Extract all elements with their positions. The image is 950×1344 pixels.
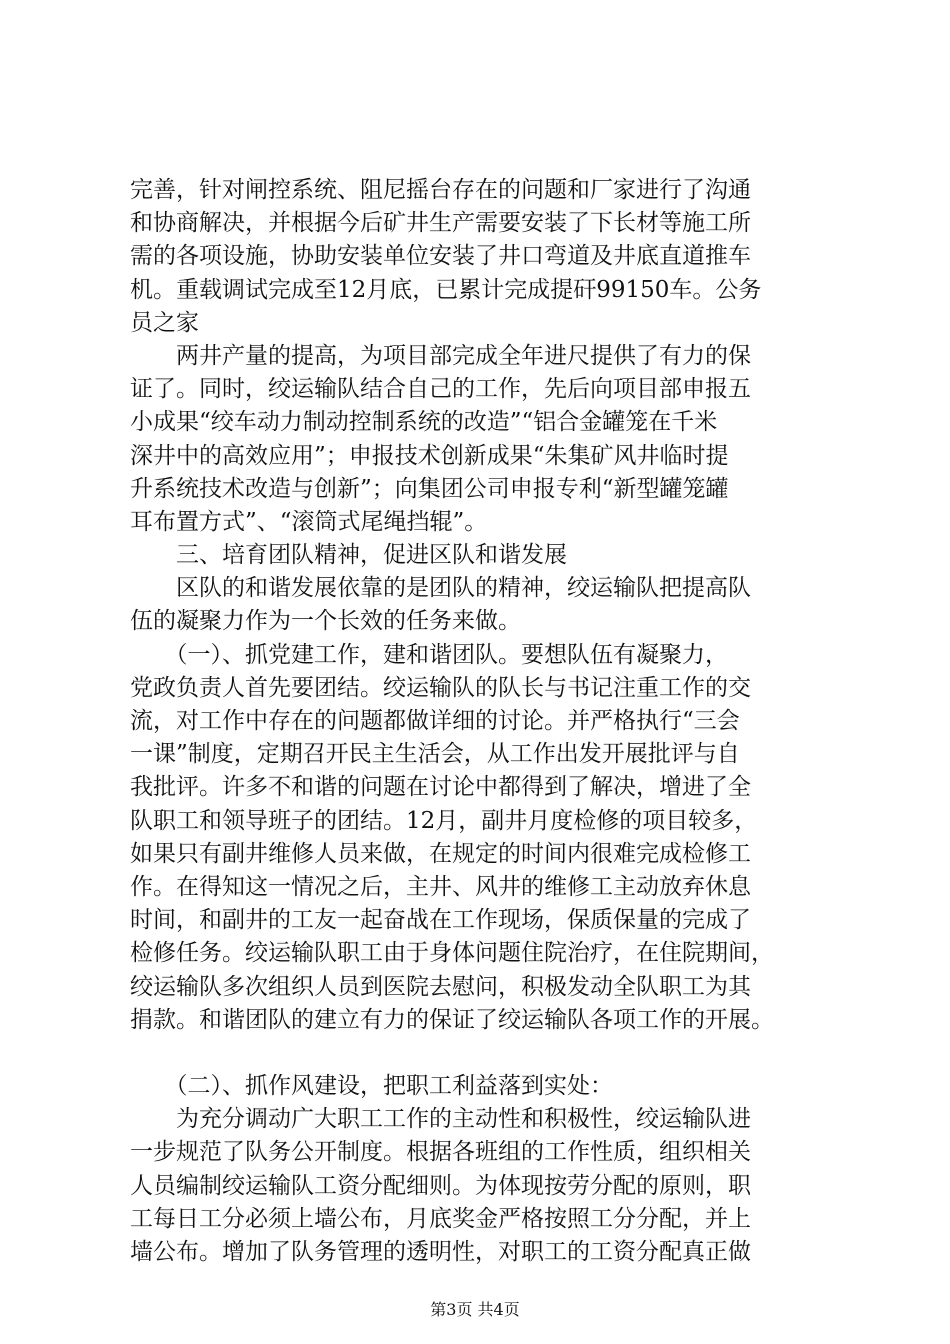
text-line: 一课”制度，定期召开民主生活会，从工作出发开展批评与自: [130, 741, 740, 768]
text-line: 墙公布。增加了队务管理的透明性，对职工的工资分配真正做: [130, 1239, 751, 1265]
text-line: 人员编制绞运输队工资分配细则。为体现按劳分配的原则，职: [130, 1172, 751, 1199]
text-line: 深井中的高效应用”；申报技术创新成果“朱集矿风井临时提: [130, 442, 729, 469]
text-line: 耳布置方式”、“滚筒式尾绳挡辊”。: [130, 508, 488, 535]
text-line: 机。重载调试完成至12月底，已累计完成提矸99150车。公务: [130, 276, 762, 303]
text-line: 检修任务。绞运输队职工由于身体问题住院治疗，在住院期间，: [130, 940, 774, 967]
text-line: 区队的和谐发展依靠的是团队的精神，绞运输队把提高队: [130, 575, 751, 602]
text-line: 作。在得知这一情况之后，主井、风井的维修工主动放弃休息: [130, 873, 751, 900]
text-line: 时间，和副井的工友一起奋战在工作现场，保质保量的完成了: [130, 907, 751, 934]
text-line: 和协商解决，并根据今后矿井生产需要安装了下长材等施工所: [130, 210, 751, 237]
text-line: 员之家: [130, 309, 199, 336]
text-line: 小成果“绞车动力制动控制系统的改造”“铝合金罐笼在千米: [130, 409, 718, 436]
text-line: 如果只有副井维修人员来做，在规定的时间内很难完成检修工: [130, 840, 751, 867]
paragraph-gap: [130, 1037, 830, 1070]
text-line: 队职工和领导班子的团结。12月，副井月度检修的项目较多，: [130, 807, 758, 834]
section-heading: 三、培育团队精神，促进区队和谐发展: [130, 542, 567, 569]
subsection-line: （一）、抓党建工作，建和谐团队。要想队伍有凝聚力，: [130, 641, 728, 668]
text-line: 两井产量的提高，为项目部完成全年进尺提供了有力的保: [130, 342, 751, 369]
text-line: 完善，针对闸控系统、阻尼摇台存在的问题和厂家进行了沟通: [130, 177, 751, 203]
text-line: 工每日工分必须上墙公布，月底奖金严格按照工分分配，并上: [130, 1205, 751, 1232]
text-line: 我批评。许多不和谐的问题在讨论中都得到了解决，增进了全: [130, 774, 751, 801]
document-body: [130, 174, 830, 1269]
text-line: 流，对工作中存在的问题都做详细的讨论。并严格执行“三会: [130, 708, 740, 734]
text-line: 需的各项设施，协助安装单位安装了井口弯道及井底直道推车: [130, 243, 751, 270]
text-line: 证了。同时，绞运输队结合自己的工作，先后向项目部申报五: [130, 376, 751, 403]
text-line: 一步规范了队务公开制度。根据各班组的工作性质，组织相关: [130, 1139, 751, 1166]
text-line: 绞运输队多次组织人员到医院去慰问，积极发动全队职工为其: [130, 973, 751, 1000]
text-line: 党政负责人首先要团结。绞运输队的队长与书记注重工作的交: [130, 674, 751, 701]
page-footer: 第3页 共4页: [430, 1300, 520, 1319]
text-line: 伍的凝聚力作为一个长效的任务来做。: [130, 608, 521, 635]
text-line: 为充分调动广大职工工作的主动性和积极性，绞运输队进: [130, 1106, 751, 1133]
subsection-line: （二）、抓作风建设，把职工利益落到实处：: [130, 1073, 613, 1100]
text-line: 升系统技术改造与创新”；向集团公司申报专利“新型罐笼罐: [130, 475, 729, 502]
text-line: 捐款。和谐团队的建立有力的保证了绞运输队各项工作的开展。: [130, 1006, 774, 1033]
